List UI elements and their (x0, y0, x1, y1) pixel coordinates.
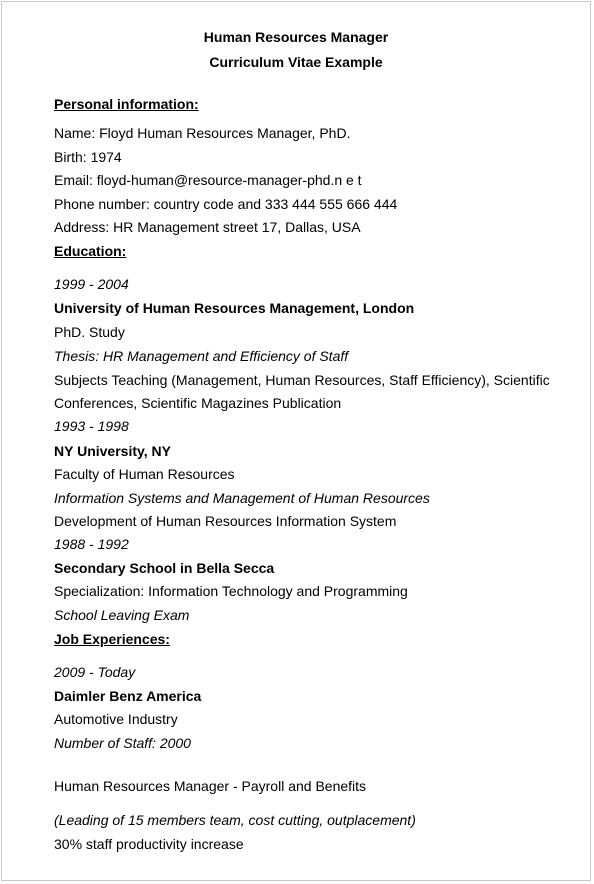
education-note: Development of Human Resources Information System (54, 513, 397, 529)
document-title: Human Resources Manager (203, 29, 389, 45)
education-program: PhD. Study (54, 324, 125, 340)
job-achievement: 30% staff productivity increase (54, 836, 244, 852)
personal-phone: Phone number: country code and 333 444 555 666 444 (54, 196, 398, 212)
personal-birth: Birth: 1974 (54, 149, 122, 165)
job-position: Human Resources Manager - Payroll and Benefits (54, 778, 367, 794)
education-institution: University of Human Resources Management, London (54, 300, 415, 316)
education-note: Conferences, Scientific Magazines Publication (54, 395, 342, 411)
personal-email: Email: floyd-human@resource-manager-phd.n e t (54, 172, 362, 188)
education-institution: Secondary School in Bella Secca (54, 560, 275, 576)
job-responsibilities: (Leading of 15 members team, cost cutting, outplacement) (54, 812, 416, 828)
education-note: Subjects Teaching (Management, Human Resources, Staff Efficiency), Scientific (54, 372, 550, 388)
education-program: Specialization: Information Technology and Programming (54, 583, 408, 599)
jobs-heading: Job Experiences: (54, 631, 170, 647)
job-company: Daimler Benz America (54, 688, 202, 704)
education-years: 1993 - 1998 (54, 418, 129, 434)
job-staff: Number of Staff: 2000 (54, 735, 191, 751)
job-industry: Automotive Industry (54, 711, 178, 727)
job-years: 2009 - Today (54, 664, 136, 680)
personal-heading: Personal information: (54, 96, 199, 112)
document-subtitle: Curriculum Vitae Example (209, 54, 383, 70)
education-detail: School Leaving Exam (54, 607, 190, 623)
education-years: 1999 - 2004 (54, 276, 129, 292)
education-detail: Thesis: HR Management and Efficiency of Staff (54, 348, 349, 364)
education-detail: Information Systems and Management of Human Resources (54, 490, 430, 506)
education-institution: NY University, NY (54, 443, 171, 459)
personal-name: Name: Floyd Human Resources Manager, PhD. (54, 125, 351, 141)
cv-page (1, 1, 591, 881)
personal-address: Address: HR Management street 17, Dallas, USA (54, 219, 361, 235)
education-heading: Education: (54, 243, 127, 259)
education-years: 1988 - 1992 (54, 536, 129, 552)
education-program: Faculty of Human Resources (54, 466, 235, 482)
